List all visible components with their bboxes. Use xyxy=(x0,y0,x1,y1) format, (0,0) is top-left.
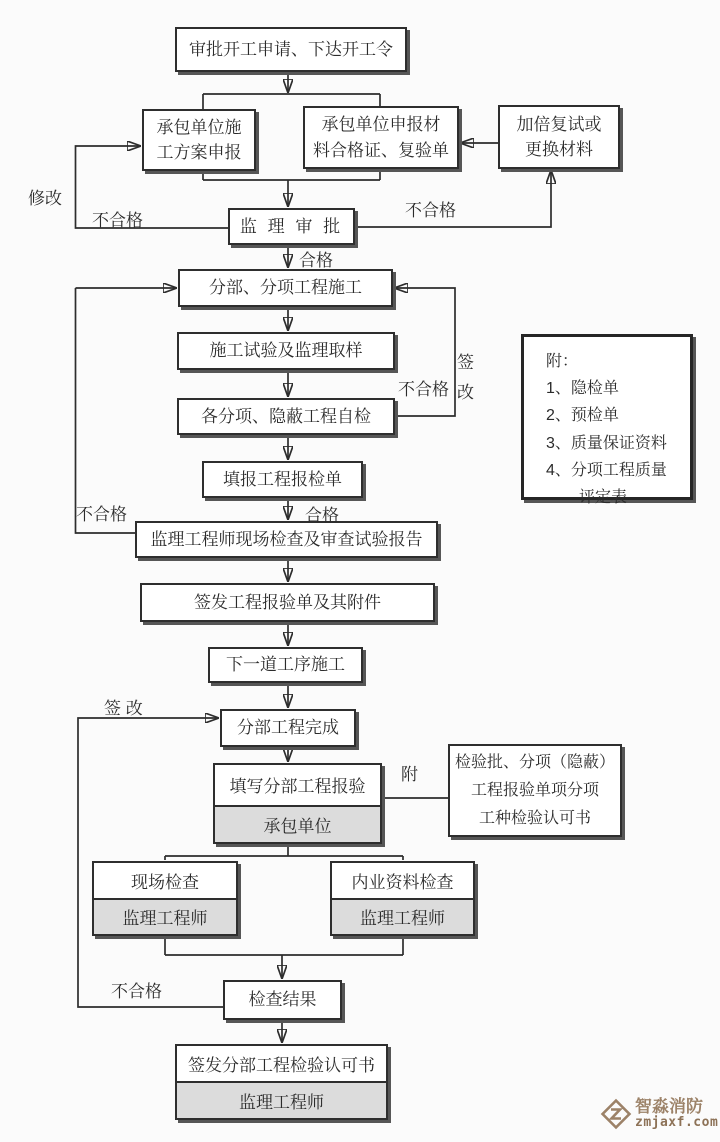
edge-label-fail-mid-right: 不合格 xyxy=(398,380,449,399)
node-contractor-plan-line2: 工方案申报 xyxy=(156,143,242,162)
attachment-item-4: 4、分项工程质量 xyxy=(546,461,667,479)
node-next-process xyxy=(208,647,363,683)
node-supervisor-review xyxy=(228,208,355,245)
edge-branch-split xyxy=(165,844,403,860)
node-retest-line1: 加倍复试或 xyxy=(516,114,602,134)
node-approve-start-label: 审批开工申请、下达开工令 xyxy=(189,39,393,59)
note-box-line2: 工程报验单项分项 xyxy=(470,781,599,799)
edge-branch-merge xyxy=(165,936,403,955)
node-contractor-material-line2: 料合格证、复验单 xyxy=(313,140,449,160)
edge-label-pass-review: 合格 xyxy=(299,251,333,270)
node-site-inspection xyxy=(94,863,236,898)
node-supervisor-review-label: 监 理 审 批 xyxy=(239,216,344,236)
edge-label-sign-change: 签 改 xyxy=(104,699,143,718)
node-site-check-report-label: 监理工程师现场检查及审查试验报告 xyxy=(150,529,423,549)
node-supervisor-engineer-3-label: 监理工程师 xyxy=(239,1093,324,1112)
edge-label-pass-form: 合格 xyxy=(305,506,339,525)
node-construction-test xyxy=(177,332,395,370)
node-site-check-report xyxy=(135,521,438,558)
edge-label-attach: 附 xyxy=(401,765,418,784)
node-issue-certificate-label: 签发分部工程检验认可书 xyxy=(188,1056,375,1075)
edge-label-fail-top-right: 不合格 xyxy=(405,201,456,220)
note-box-line1: 检验批、分项（隐蔽） xyxy=(454,753,615,771)
node-subdivision-label: 分部、分项工程施工 xyxy=(209,278,362,298)
node-document-inspection xyxy=(332,863,473,898)
note-box-line3: 工种检验认可书 xyxy=(478,809,591,827)
node-contractor-material xyxy=(303,106,459,169)
node-site-inspection-stack xyxy=(92,861,238,936)
node-check-result-label: 检查结果 xyxy=(248,990,317,1010)
node-issue-part-certificate xyxy=(177,1046,386,1081)
watermark xyxy=(600,1098,718,1130)
node-fill-inspection-form xyxy=(202,461,363,498)
node-supervisor-engineer-3 xyxy=(177,1081,386,1118)
attachment-title: 附： xyxy=(546,353,579,370)
watermark-logo-icon xyxy=(600,1098,632,1130)
node-fill-part-report-label: 填写分部工程报验 xyxy=(229,777,366,797)
node-approve-start xyxy=(175,27,407,72)
edge-label-fail-mid-left: 不合格 xyxy=(76,505,127,524)
node-contractor-material-line1: 承包单位申报材 xyxy=(321,115,441,134)
edge-sitecheck-fail-rail xyxy=(76,288,136,533)
node-contractor-plan-line1: 承包单位施 xyxy=(156,117,242,137)
node-issue-inspection-label: 签发工程报验单及其附件 xyxy=(194,592,381,612)
node-supervisor-engineer-2-label: 监理工程师 xyxy=(360,909,445,929)
node-contractor-plan xyxy=(142,109,256,171)
node-retest-replace xyxy=(498,105,620,169)
edge-label-sign-vertical: 签 xyxy=(457,353,474,372)
node-document-inspection-stack xyxy=(330,861,475,936)
node-issue-inspection-form xyxy=(140,583,435,622)
node-self-check xyxy=(177,398,395,435)
node-document-inspection-label: 内业资料检查 xyxy=(351,872,454,892)
node-supervisor-engineer-1 xyxy=(94,898,236,935)
attachment-item-3: 3、质量保证资料 xyxy=(546,434,667,452)
node-construction-test-label: 施工试验及监理取样 xyxy=(209,341,363,361)
watermark-site: zmjaxf.com xyxy=(635,1114,719,1130)
edge-label-fail-top-left: 不合格 xyxy=(92,211,143,230)
node-fill-part-report xyxy=(215,765,380,805)
node-contractor-unit xyxy=(215,805,380,842)
edge-label-modify: 修改 xyxy=(28,189,62,208)
node-part-complete xyxy=(220,709,356,747)
node-check-result xyxy=(223,980,342,1020)
node-contractor-unit-label: 承包单位 xyxy=(263,816,332,836)
edge-label-fail-bottom: 不合格 xyxy=(111,982,162,1001)
node-supervisor-engineer-2 xyxy=(332,898,473,935)
node-retest-line2: 更换材料 xyxy=(525,140,593,159)
node-part-complete-label: 分部工程完成 xyxy=(237,718,339,738)
edge-label-change-vertical: 改 xyxy=(457,383,474,402)
node-fill-inspection-label: 填报工程报检单 xyxy=(223,469,342,489)
node-site-inspection-label: 现场检查 xyxy=(131,872,199,892)
node-supervisor-engineer-1-label: 监理工程师 xyxy=(122,909,208,929)
node-subdivision-construction xyxy=(178,269,393,307)
node-issue-certificate-stack xyxy=(175,1044,388,1120)
node-self-check-label: 各分项、隐蔽工程自检 xyxy=(201,406,371,426)
node-fill-part-report-stack xyxy=(213,763,382,844)
attachment-item-4-cont: 评定表 xyxy=(579,488,628,506)
attachment-item-2: 2、预检单 xyxy=(546,407,619,425)
node-next-process-label: 下一道工序施工 xyxy=(226,655,345,675)
attachment-item-1: 1、隐检单 xyxy=(546,380,619,398)
attachment-note xyxy=(521,334,693,506)
watermark-name: 智淼消防 xyxy=(635,1097,703,1116)
note-box-inspection-docs xyxy=(448,744,622,837)
